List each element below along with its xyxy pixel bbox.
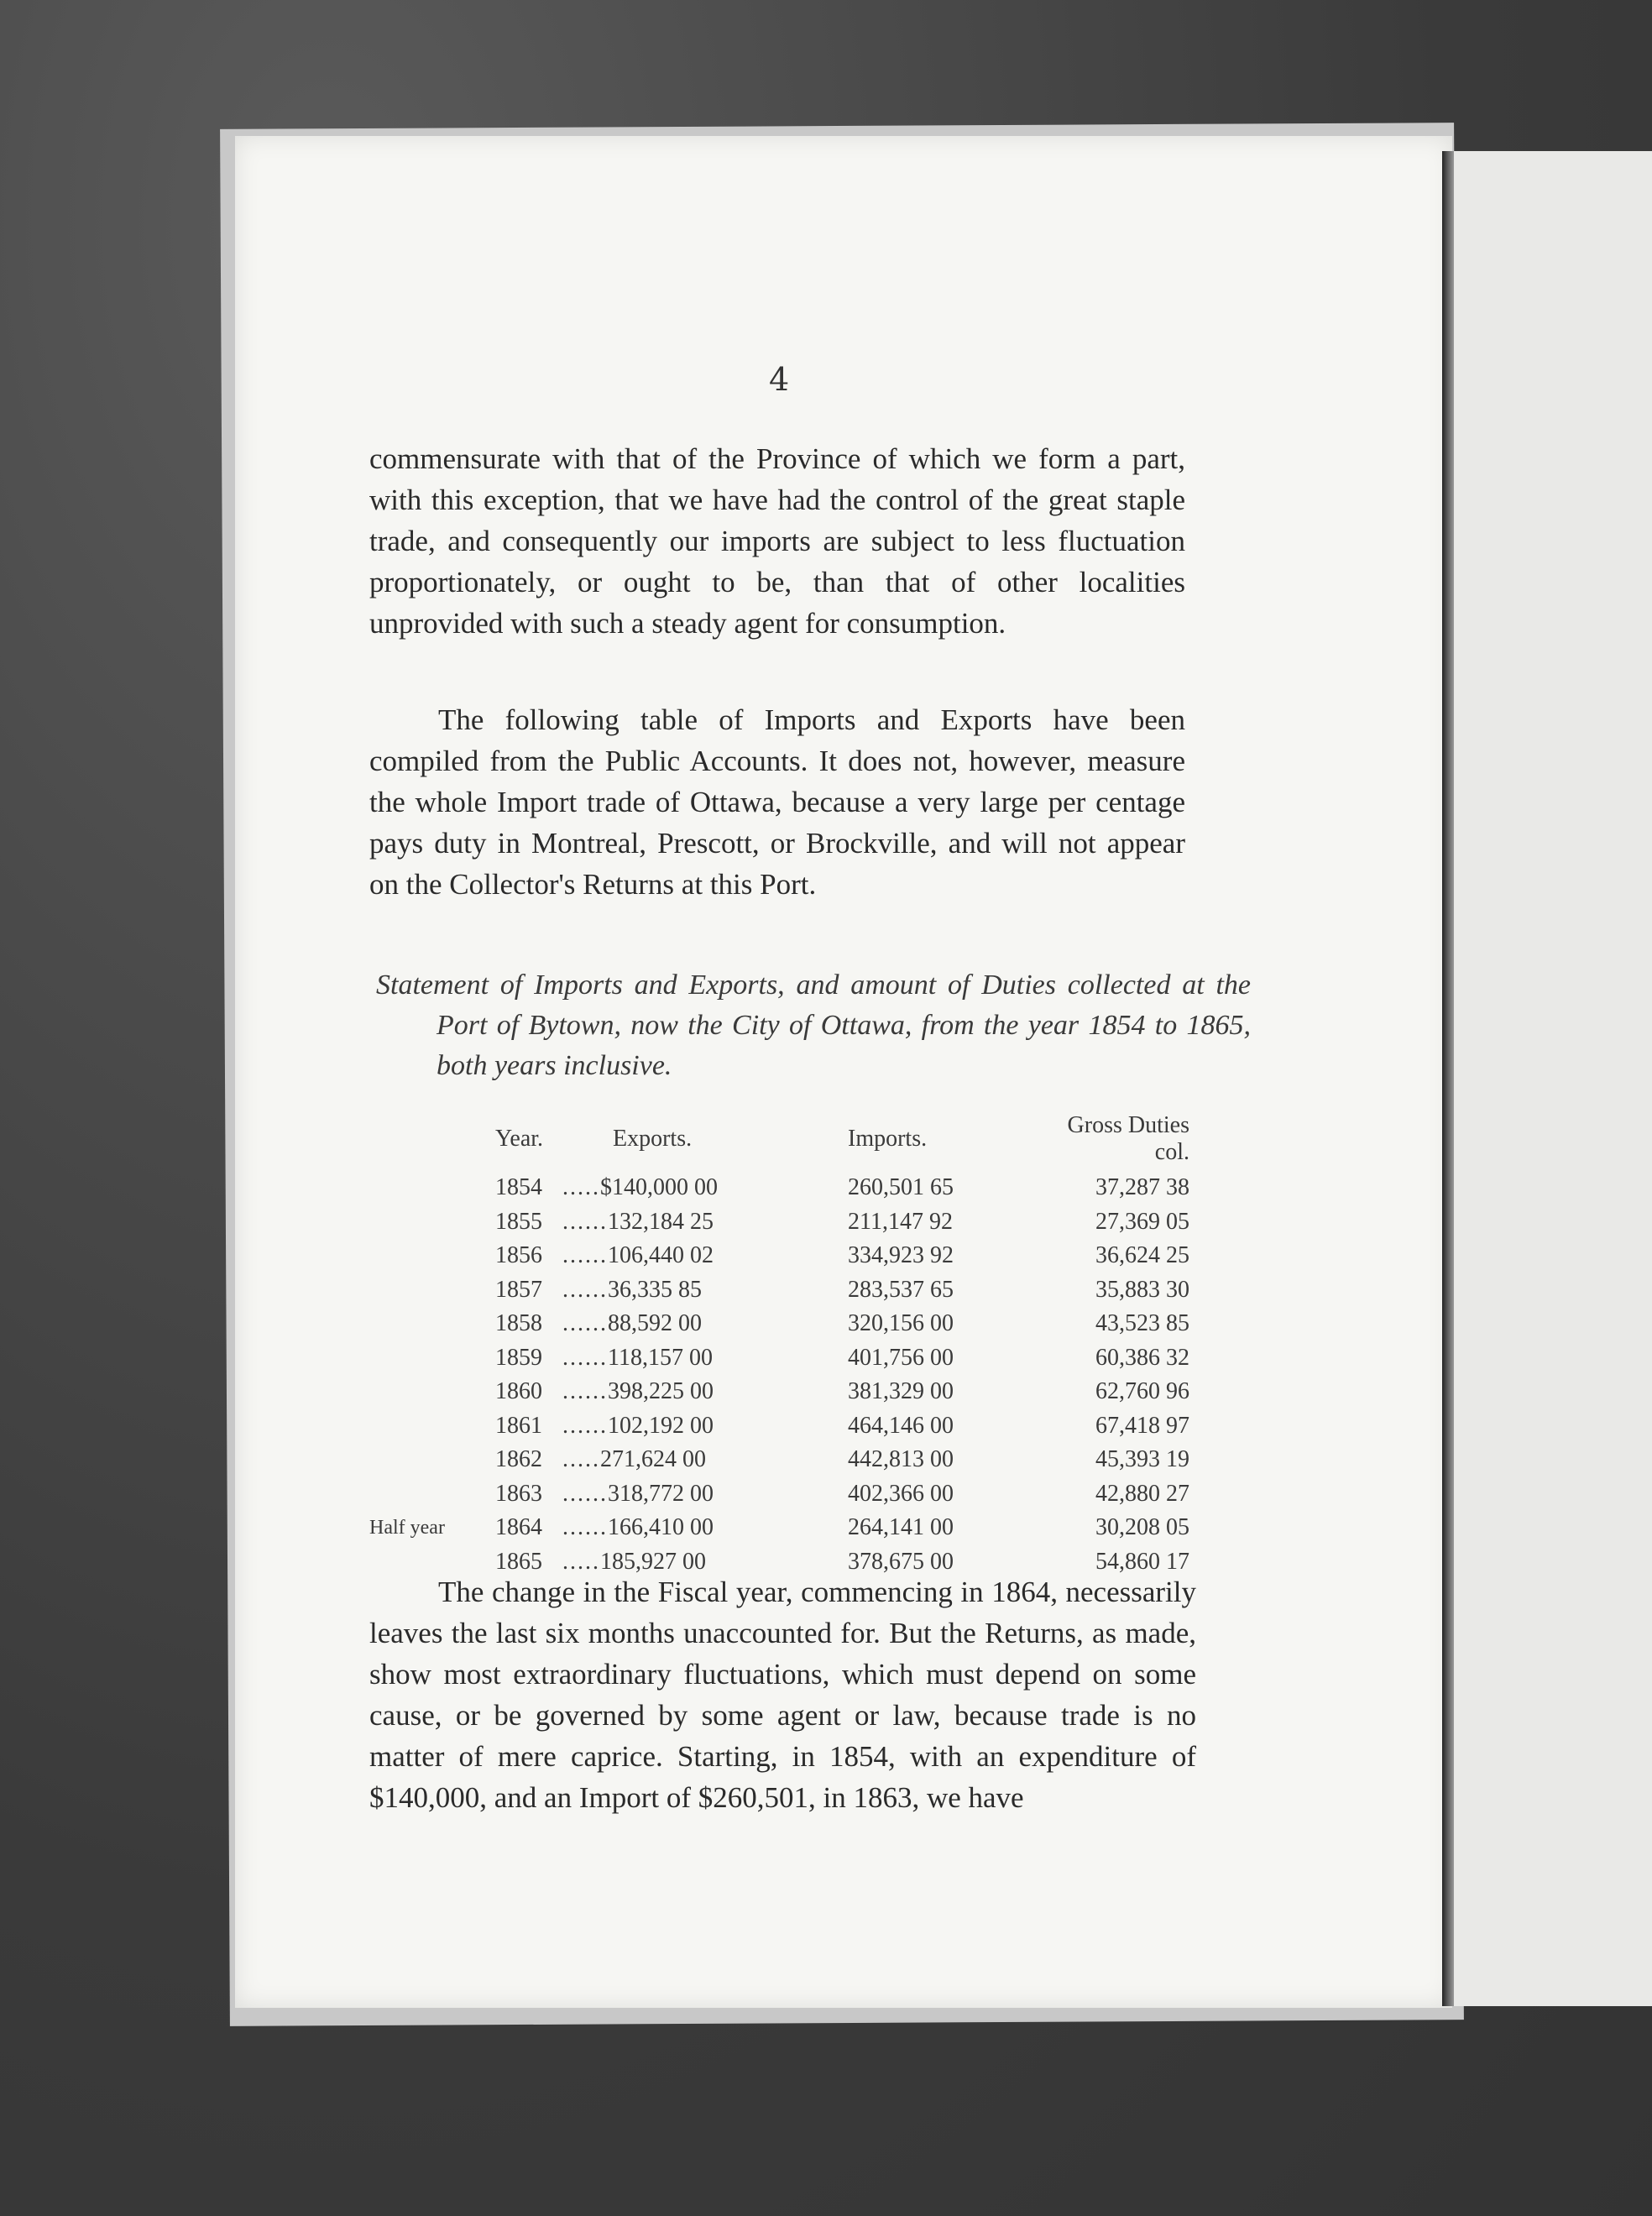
row-exports <box>562 1171 797 1205</box>
row-exports <box>562 1273 797 1308</box>
leader-dots: ...... <box>562 1276 608 1303</box>
row-note <box>369 1171 495 1205</box>
row-imports: 264,141 00 <box>848 1514 954 1541</box>
header-exports <box>562 1112 797 1171</box>
exports-value: 185,927 00 <box>600 1548 706 1575</box>
row-exports <box>562 1341 797 1376</box>
row-exports <box>562 1477 797 1512</box>
row-note <box>369 1341 495 1376</box>
paragraph-1: commensurate with that of the Province of which we form a part, with this exception, that we have had the control of the great staple trade, and consequently our imports are subject to less fluctuation proportionately, or ought to be, than that of other localities unprovided with such a steady agent for consumption. <box>369 442 1185 640</box>
row-note <box>369 1307 495 1341</box>
row-year: 1865 <box>495 1548 542 1575</box>
leader-dots: ...... <box>562 1514 608 1541</box>
row-imports: 283,537 65 <box>848 1276 954 1303</box>
row-note <box>369 1273 495 1308</box>
exports-value: 88,592 00 <box>608 1310 702 1337</box>
row-year: 1858 <box>495 1310 542 1337</box>
row-year: 1862 <box>495 1446 542 1473</box>
exports-value: 102,192 00 <box>608 1412 714 1439</box>
paragraph-3: The change in the Fiscal year, commencing in 1864, necessarily leaves the last six months unaccounted for. But the Returns, as made, show most extraordinary fluctuations, which must depend on some cause, or be governed by some agent or law, because trade is no matter of mere caprice. Starting, in 1854, with an expenditure of $140,000, and an Import of $260,501, in 1863, we have <box>369 1576 1196 1814</box>
exports-value: 132,184 25 <box>608 1208 714 1235</box>
row-note <box>369 1239 495 1273</box>
facing-page <box>1454 151 1652 2006</box>
row-year: 1864 <box>495 1514 542 1541</box>
exports-value: 36,335 85 <box>608 1276 702 1303</box>
row-year: 1863 <box>495 1480 542 1507</box>
page-number: 4 <box>769 361 790 398</box>
row-duties: 42,880 27 <box>1095 1480 1189 1507</box>
returns-table <box>369 1112 1196 1579</box>
table-caption: Statement of Imports and Exports, and amount of Duties collected at the Port of Bytown, now the City of Ottawa, from the year 1854 to 1865, both years inclusive. <box>376 970 1251 1081</box>
row-exports <box>562 1205 797 1240</box>
row-note <box>369 1477 495 1512</box>
exports-value: 106,440 02 <box>608 1242 714 1269</box>
book-gutter <box>1442 151 1454 2006</box>
table-row <box>369 1239 1196 1273</box>
row-duties: 30,208 05 <box>1095 1514 1189 1541</box>
row-year: 1861 <box>495 1412 542 1439</box>
row-exports <box>562 1443 797 1477</box>
leader-dots: ...... <box>562 1344 608 1371</box>
table-row <box>369 1511 1196 1545</box>
row-exports <box>562 1511 797 1545</box>
exports-value: 318,772 00 <box>608 1480 714 1507</box>
table-row <box>369 1205 1196 1240</box>
table-row <box>369 1341 1196 1376</box>
row-exports <box>562 1375 797 1409</box>
header-duties: Gross Duties col. <box>1067 1112 1189 1165</box>
row-imports: 260,501 65 <box>848 1174 954 1201</box>
row-duties: 67,418 97 <box>1095 1412 1189 1439</box>
row-duties: 60,386 32 <box>1095 1344 1189 1371</box>
header-year: Year. <box>495 1126 544 1152</box>
row-duties: 37,287 38 <box>1095 1174 1189 1201</box>
row-duties: 54,860 17 <box>1095 1548 1189 1575</box>
header-spacer <box>369 1112 495 1171</box>
row-duties: 45,393 19 <box>1095 1446 1189 1473</box>
leader-dots: ...... <box>562 1412 608 1439</box>
exports-value: 398,225 00 <box>608 1378 714 1405</box>
row-duties: 35,883 30 <box>1095 1276 1189 1303</box>
leader-dots: ..... <box>562 1446 600 1473</box>
row-imports: 211,147 92 <box>848 1208 953 1235</box>
row-exports <box>562 1409 797 1444</box>
row-duties: 27,369 05 <box>1095 1208 1189 1235</box>
row-duties: 36,624 25 <box>1095 1242 1189 1269</box>
leader-dots: ...... <box>562 1480 608 1507</box>
row-year: 1854 <box>495 1174 542 1201</box>
paragraph-2: The following table of Imports and Exports have been compiled from the Public Accounts. It does not, however, measure the whole Import trade of Ottawa, because a very large per centage pays duty in Montreal, Prescott, or Brockville, and will not appear on the Collector's Returns at this Port. <box>369 703 1185 901</box>
table-row <box>369 1171 1196 1205</box>
table-header-row <box>369 1112 1196 1171</box>
row-year: 1855 <box>495 1208 542 1235</box>
leader-dots: ...... <box>562 1208 608 1235</box>
table-row <box>369 1443 1196 1477</box>
row-note <box>369 1409 495 1444</box>
row-year: 1856 <box>495 1242 542 1269</box>
row-note <box>369 1205 495 1240</box>
row-imports: 402,366 00 <box>848 1480 954 1507</box>
table-row <box>369 1307 1196 1341</box>
row-imports: 401,756 00 <box>848 1344 954 1371</box>
row-imports: 334,923 92 <box>848 1242 954 1269</box>
leader-dots: ...... <box>562 1378 608 1405</box>
table-row <box>369 1409 1196 1444</box>
row-note: Half year <box>369 1516 445 1539</box>
leader-dots: ...... <box>562 1310 608 1337</box>
table-body <box>369 1171 1196 1579</box>
row-year: 1859 <box>495 1344 542 1371</box>
leader-dots: ..... <box>562 1548 600 1575</box>
row-duties: 62,760 96 <box>1095 1378 1189 1405</box>
exports-value: 271,624 00 <box>600 1446 706 1473</box>
table-row <box>369 1375 1196 1409</box>
leader-dots: ...... <box>562 1242 608 1269</box>
leader-dots: ..... <box>562 1174 600 1201</box>
exports-value: 118,157 00 <box>608 1344 713 1371</box>
table-row <box>369 1273 1196 1308</box>
row-imports: 464,146 00 <box>848 1412 954 1439</box>
row-note <box>369 1375 495 1409</box>
exports-value: $140,000 00 <box>600 1174 718 1201</box>
row-imports: 442,813 00 <box>848 1446 954 1473</box>
header-imports: Imports. <box>848 1126 928 1152</box>
row-exports <box>562 1239 797 1273</box>
header-exports-label: Exports. <box>613 1126 693 1152</box>
exports-value: 166,410 00 <box>608 1514 714 1541</box>
row-exports <box>562 1307 797 1341</box>
row-note <box>369 1443 495 1477</box>
row-duties: 43,523 85 <box>1095 1310 1189 1337</box>
row-year: 1857 <box>495 1276 542 1303</box>
row-imports: 320,156 00 <box>848 1310 954 1337</box>
row-imports: 378,675 00 <box>848 1548 954 1575</box>
row-imports: 381,329 00 <box>848 1378 954 1405</box>
row-year: 1860 <box>495 1378 542 1405</box>
table-row <box>369 1477 1196 1512</box>
